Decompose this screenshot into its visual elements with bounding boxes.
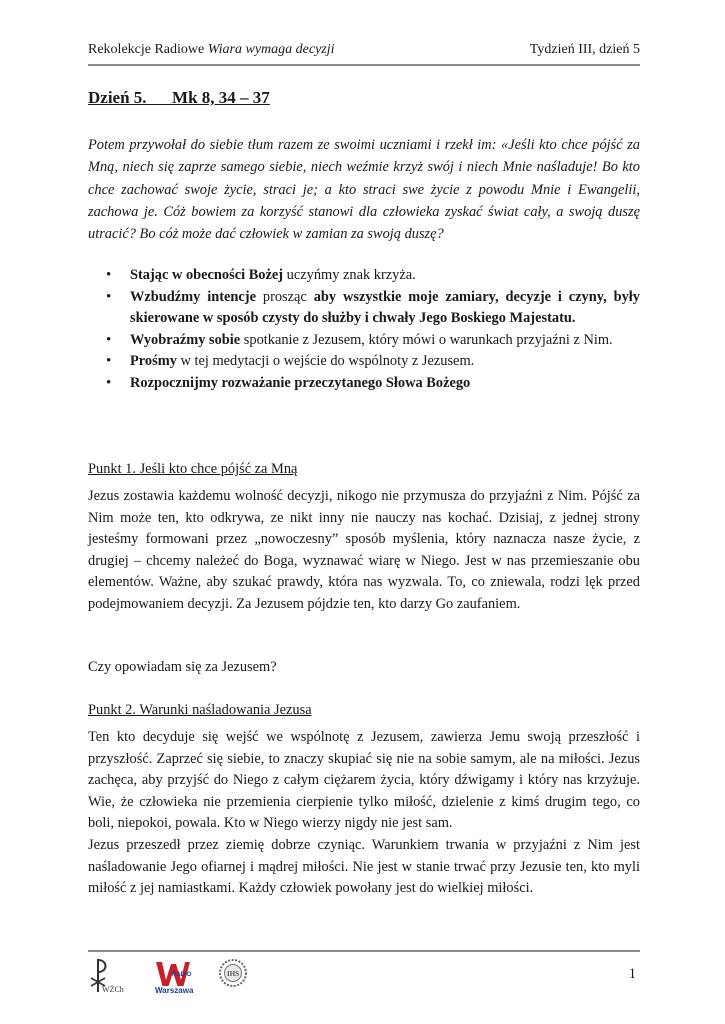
bullet-icon: • <box>106 267 112 283</box>
wzch-logo-text: WŻCh <box>102 985 124 994</box>
list-item <box>88 351 640 373</box>
list-item <box>88 373 640 395</box>
bullet-bold-2: aby wszystkie moje zamiary, decyzje i czyny, były skierowane w sposób czysty do służby i chwały Jego Boskiego Majestatu. <box>130 288 640 327</box>
radio-warszawa-logo <box>152 956 198 998</box>
wzch-logo <box>88 956 132 998</box>
gospel-quote: Potem przywołał do siebie tłum razem ze swoimi uczniami i rzekł im: «Jeśli kto chce pójść za Mną, niech się zaprze samego siebie, niech weźmie krzyż swój i niech Mnie naśladuje! Bo kto chce zachować swoje życie, straci je; a kto straci swe życie z powodu Mnie i Ewangelii, zachowa je. Cóż bowiem za korzyść stanowi dla człowieka zyskać świat cały, a swoją duszę utracić? Bo cóż może dać człowiek w zamian za swoją duszę? <box>88 137 640 243</box>
point1-paragraph: Jezus zostawia każdemu wolność decyzji, nikogo nie przymusza do przyjaźni z Nim. Pójść za Nim może ten, kto odkrywa, ze nikt inny nie nauczy nas kochać. Dzisiaj, z jednej strony jesteśmy formowani przez „nowoczesny” sposób myślenia, który naznacza nasze życie, z drugiej – chcemy należeć do Boga, wyznawać wiarę w Niego. Jest w nas przemieszanie obu elementów. Ważne, aby szukać prawdy, która nas wyzwala. To, co zniewala, rodzi lęk przed podejmowaniem decyzji. Za Jezusem pójdzie ten, kto darzy Go zaufaniem. <box>88 488 640 612</box>
page-number: 1 <box>628 966 636 982</box>
list-item <box>88 287 640 330</box>
bullet-text: spotkanie z Jezusem, który mówi o warunkach przyjaźni z Nim. <box>240 331 613 348</box>
page-title: Dzień 5. Mk 8, 34 – 37 <box>88 88 270 107</box>
ihs-logo <box>218 958 248 988</box>
bullet-icon: • <box>106 288 112 305</box>
bullet-text: uczyńmy znak krzyża. <box>283 267 416 283</box>
header-left-prefix: Rekolekcje Radiowe <box>88 42 208 57</box>
bullet-text: w tej medytacji o wejście do wspólnoty z Jezusem. <box>176 353 475 370</box>
bullet-bold: Rozpocznijmy rozważanie przeczytanego Słowa Bożego <box>130 374 471 391</box>
header-left-italic: Wiara wymaga decyzji <box>207 42 335 57</box>
bullet-bold: Wyobraźmy sobie <box>130 331 241 348</box>
radio-logo-top-text: RADIO <box>172 972 192 978</box>
bullet-bold: Prośmy <box>130 353 177 370</box>
header-left <box>88 42 335 58</box>
page-header <box>88 42 640 64</box>
point2-paragraph-2: Jezus przeszedł przez ziemię dobrze czyniąc. Warunkiem trwania w przyjaźni z Nim jest naśladowanie Jego ofiarnej i mądrej miłości. Nie jest w stanie trwać przy Jezusie ten, kto myli miłość z jej namiastkami. Każdy człowiek powołany jest do wielkiej miłości. <box>88 837 640 897</box>
point2-heading: Punkt 2. Warunki naśladowania Jezusa <box>88 702 312 718</box>
radio-logo-bottom-text: Warszawa <box>155 986 194 995</box>
header-right: Tydzień III, dzień 5 <box>529 42 640 57</box>
bullet-icon: • <box>106 353 112 370</box>
bullet-text: prosząc <box>256 288 314 305</box>
list-item <box>88 330 640 352</box>
header-divider <box>88 64 640 66</box>
footer-divider <box>88 950 640 952</box>
bullet-list <box>88 265 640 395</box>
bullet-icon: • <box>106 331 112 348</box>
bullet-icon: • <box>106 374 112 391</box>
bullet-bold: Stając w obecności Bożej <box>130 267 284 283</box>
footer-logos <box>88 956 288 1000</box>
list-item <box>88 265 640 287</box>
point1-heading: Punkt 1. Jeśli kto chce pójść za Mną <box>88 461 298 477</box>
bullet-bold: Wzbudźmy intencje <box>130 288 256 305</box>
point1-question: Czy opowiadam się za Jezusem? <box>88 659 277 675</box>
ihs-logo-text: IHS <box>226 970 240 978</box>
point2-paragraph-1: Ten kto decyduje się wejść we wspólnotę z Jezusem, zawierza Jemu swoją przeszłość i przyszłość. Zaprzeć się siebie, to znaczy skupiać się nie na sobie samym, ale na miłości. Jezus zachęca, aby przyjść do Niego z całym ciężarem życia, który dźwigamy i który nas krzyżuje. Wie, że człowieka nie przemienia cierpienie tylko miłość, dzielenie z kimś drugim tego, co boli, niepokoi, powala. Kto w Niego wierzy nigdy nie jest sam. <box>88 729 640 832</box>
